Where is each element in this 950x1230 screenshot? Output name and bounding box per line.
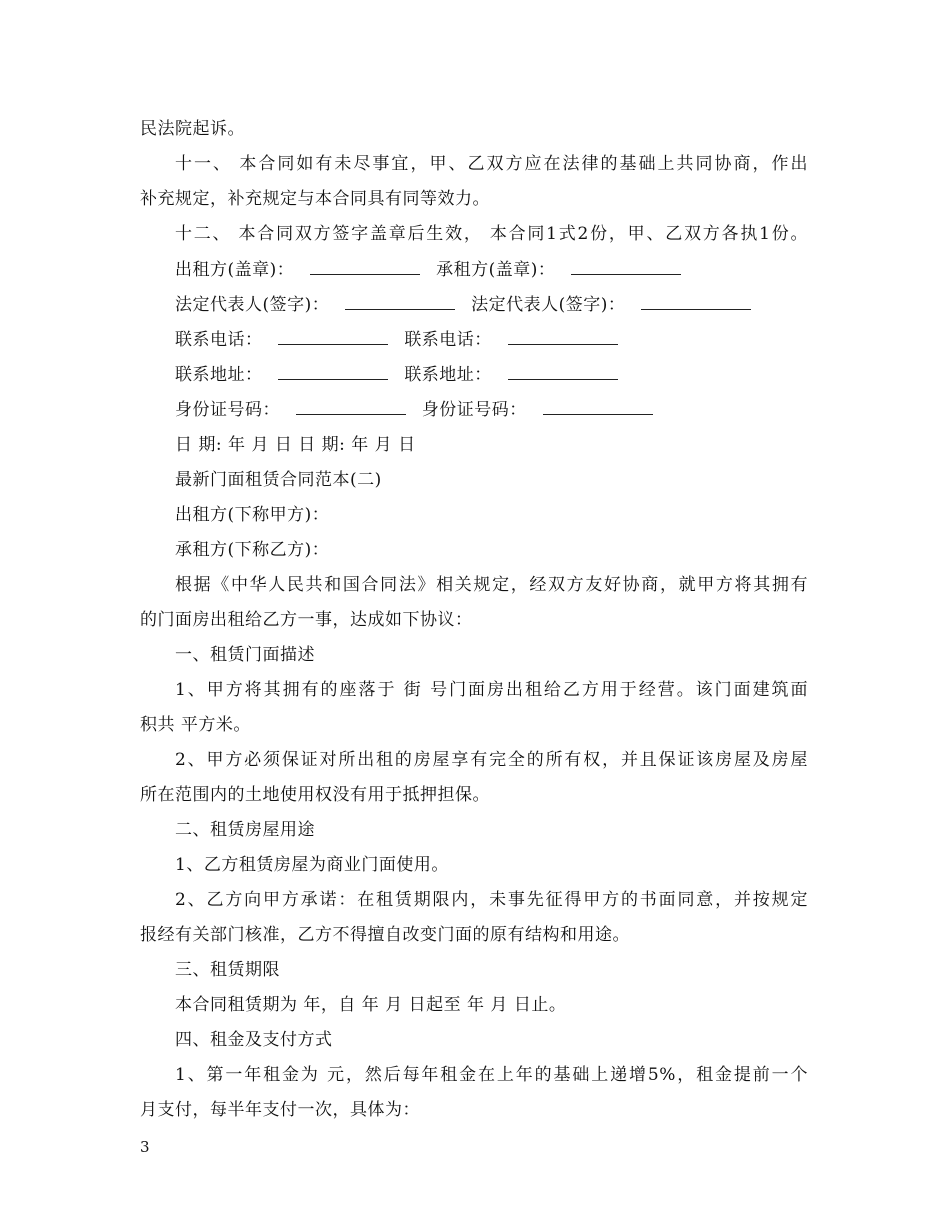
signature-row (175, 259, 691, 281)
text-line: 2、甲方必须保证对所出租的房屋享有完全的所有权，并且保证该房屋及房屋 (175, 750, 808, 770)
blank-line (543, 400, 653, 415)
text-line: 1、甲方将其拥有的座落于 街 号门面房出租给乙方用于经营。该门面建筑面 (175, 680, 808, 700)
text-line: 补充规定，补充规定与本合同具有同等效力。 (140, 189, 490, 209)
text-line: 月支付，每半年支付一次，具体为： (140, 1100, 420, 1120)
lessor-phone-label: 联系电话： (175, 330, 263, 350)
text-line: 十二、 本合同双方签字盖章后生效， 本合同1式2份，甲、乙双方各执1份。 (175, 224, 808, 244)
blank-line (508, 365, 618, 380)
section-title: 最新门面租赁合同范本(二) (175, 470, 382, 490)
date-line: 日 期: 年 月 日 日 期: 年 月 日 (175, 435, 416, 455)
text-line: 2、乙方向甲方承诺：在租赁期限内，未事先征得甲方的书面同意，并按规定 (175, 890, 808, 910)
blank-line (296, 400, 406, 415)
signature-row (175, 364, 628, 386)
text-line: 民法院起诉。 (140, 119, 245, 139)
blank-line (278, 330, 388, 345)
lessor-representative-label: 法定代表人(签字)： (175, 295, 330, 315)
blank-line (508, 330, 618, 345)
lessee-id-label: 身份证号码： (421, 400, 527, 420)
text-line: 报经有关部门核准，乙方不得擅自改变门面的原有结构和用途。 (140, 925, 630, 945)
blank-line (278, 365, 388, 380)
text-line: 本合同租赁期为 年，自 年 月 日起至 年 月 日止。 (175, 995, 567, 1015)
text-line: 的门面房出租给乙方一事，达成如下协议： (140, 610, 473, 630)
text-line: 十一、 本合同如有未尽事宜，甲、乙双方应在法律的基础上共同协商，作出 (175, 154, 808, 174)
clause-heading: 二、租赁房屋用途 (175, 820, 315, 840)
text-line: 根据《中华人民共和国合同法》相关规定，经双方友好协商，就甲方将其拥有 (175, 575, 808, 595)
signature-row (175, 329, 628, 351)
blank-line (345, 295, 455, 310)
text-line: 出租方(下称甲方)： (175, 505, 330, 525)
text-line: 所在范围内的土地使用权没有用于抵押担保。 (140, 785, 490, 805)
text-line: 承租方(下称乙方)： (175, 540, 330, 560)
lessee-representative-label: 法定代表人(签字)： (471, 295, 626, 315)
text-line: 积共 平方米。 (140, 715, 251, 735)
lessee-address-label: 联系地址： (404, 365, 492, 385)
signature-row (175, 294, 761, 316)
lessee-phone-label: 联系电话： (404, 330, 492, 350)
signature-row (175, 399, 663, 421)
lessee-seal-label: 承租方(盖章)： (436, 260, 556, 280)
clause-heading: 一、租赁门面描述 (175, 645, 315, 665)
blank-line (571, 260, 681, 275)
lessor-address-label: 联系地址： (175, 365, 263, 385)
blank-line (641, 295, 751, 310)
lessor-seal-label: 出租方(盖章)： (175, 260, 295, 280)
blank-line (310, 260, 420, 275)
text-line: 1、第一年租金为 元，然后每年租金在上年的基础上递增5%，租金提前一个 (175, 1065, 808, 1085)
page-number: 3 (140, 1138, 150, 1156)
text-line: 1、乙方租赁房屋为商业门面使用。 (175, 855, 449, 875)
lessor-id-label: 身份证号码： (175, 400, 280, 420)
clause-heading: 三、租赁期限 (175, 960, 280, 980)
clause-heading: 四、租金及支付方式 (175, 1030, 333, 1050)
